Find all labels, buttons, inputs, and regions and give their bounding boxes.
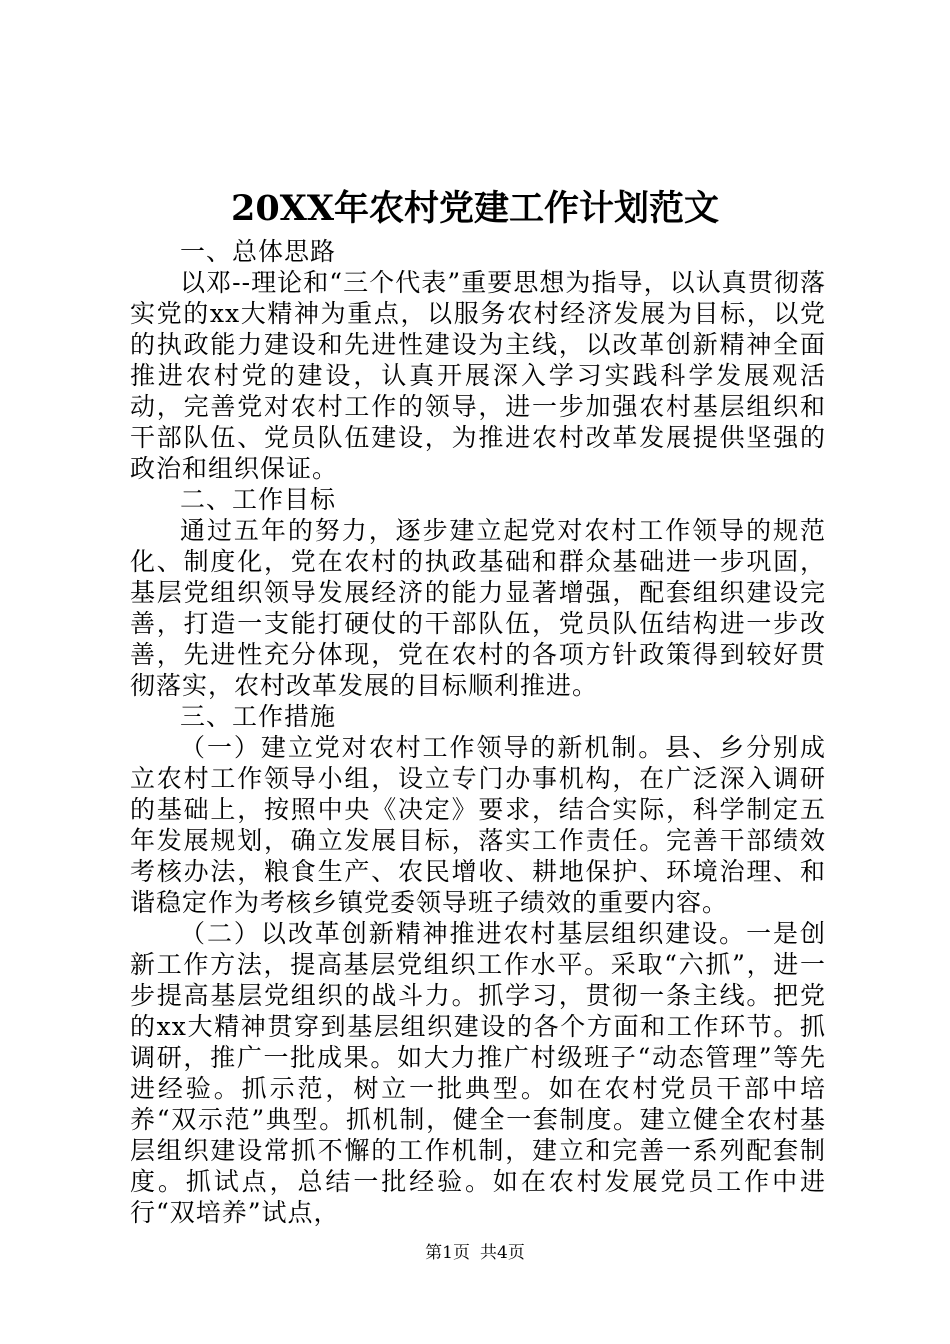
document-title: 20XX年农村党建工作计划范文 [230, 188, 720, 229]
section-heading-overall-approach: 一、总体思路 [180, 237, 337, 266]
paragraph-overall-approach: 以邓--理论和“三个代表”重要思想为指导，以认真贯彻落实党的xx大精神为重点，以服务农村经济发展为目标，以党的执政能力建设和先进性建设为主线，以改革创新精神全面推进农村党的建设，认真开展深入学习实践科学发展观活动，完善党对农村工作的领导，进一步加强农村基层组织和干部队伍、党员队伍建设，为推进农村改革发展提供坚强的政治和组织保证。 [130, 268, 826, 483]
section-heading-work-goals: 二、工作目标 [180, 485, 337, 514]
page-total: 共4页 [480, 1243, 525, 1263]
paragraph-work-goals: 通过五年的努力，逐步建立起党对农村工作领导的规范化、制度化，党在农村的执政基础和群众基础进一步巩固，基层党组织领导发展经济的能力显著增强，配套组织建设完善，打造一支能打硬仗的干部队伍，党员队伍结构进一步改善，先进性充分体现，党在农村的各项方针政策得到较好贯彻落实，农村改革发展的目标顺利推进。 [130, 516, 826, 700]
section-heading-work-measures: 三、工作措施 [180, 702, 337, 731]
document-body [130, 236, 826, 1228]
paragraph-measure-2: （二）以改革创新精神推进农村基层组织建设。一是创新工作方法，提高基层党组织工作水平。采取“六抓”，进一步提高基层党组织的战斗力。抓学习，贯彻一条主线。把党的xx大精神贯穿到基层组织建设的各个方面和工作环节。抓调研，推广一批成果。如大力推广村级班子“动态管理”等先进经验。抓示范，树立一批典型。如在农村党员干部中培养“双示范”典型。抓机制，健全一套制度。建立健全农村基层组织建设常抓不懈的工作机制，建立和完善一系列配套制度。抓试点，总结一批经验。如在农村发展党员工作中进行“双培养”试点， [130, 919, 826, 1227]
paragraph-measure-1: （一）建立党对农村工作领导的新机制。县、乡分别成立农村工作领导小组，设立专门办事机构，在广泛深入调研的基础上，按照中央《决定》要求，结合实际，科学制定五年发展规划，确立发展目标，落实工作责任。完善干部绩效考核办法，粮食生产、农民增收、耕地保护、环境治理、和谐稳定作为考核乡镇党委领导班子绩效的重要内容。 [130, 733, 826, 917]
page-number: 第1页 [425, 1243, 470, 1263]
page-footer [0, 1241, 950, 1265]
